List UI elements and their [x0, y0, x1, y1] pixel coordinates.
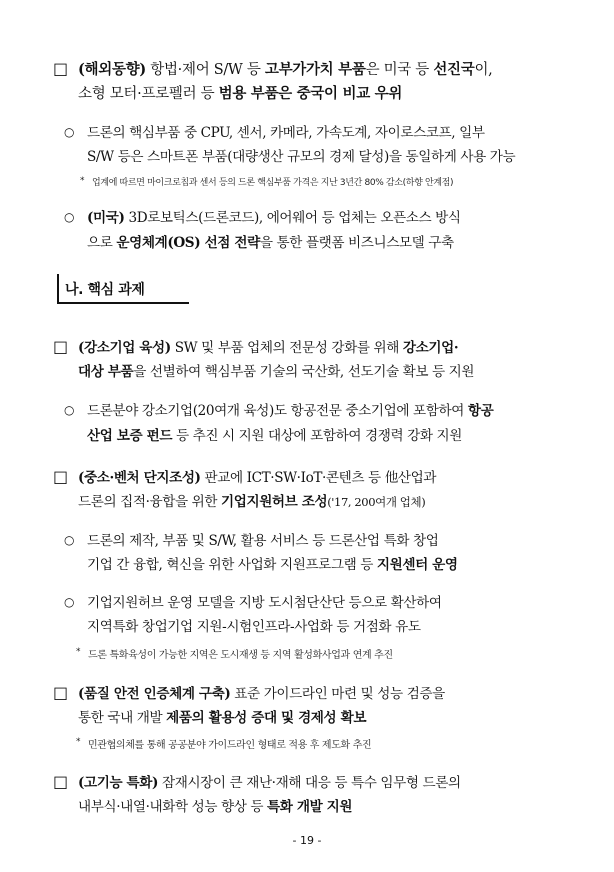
item-line: (중소·벤처 단지조성) 판교에 ICT·SW·IoT·콘텐츠 등 他산업과 — [78, 470, 437, 486]
note-line: 업계에 따르면 마이크로칩과 센서 등의 드론 핵심부품 가격은 지난 3년간 80% 감소(하향 안계점) — [92, 178, 454, 188]
item-line: 대상 부품을 선별하여 핵심부품 기술의 국산화, 선도기술 확보 등 지원 — [78, 364, 475, 380]
section-heading-bar — [57, 274, 59, 302]
item-line: (강소기업 육성) SW 및 부품 업체의 전문성 강화를 위해 강소기업· — [78, 340, 459, 356]
note-bullet: * — [80, 176, 85, 186]
circle-bullet: ○ — [64, 533, 75, 547]
item-line: (미국) 3D로보틱스(드론코드), 에어웨어 등 업체는 오픈소스 방식 — [87, 210, 461, 226]
item-line: 드론의 핵심부품 중 CPU, 센서, 카메라, 가속도계, 자이로스코프, 일부 — [87, 125, 485, 141]
item-line: 소형 모터·프로펠러 등 범용 부품은 중국이 비교 우위 — [78, 85, 403, 102]
item-line: (품질 안전 인증체계 구축) 표준 가이드라인 마련 및 성능 검증을 — [78, 686, 445, 702]
circle-bullet: ○ — [64, 595, 75, 609]
item-line: 드론의 제작, 부품 및 S/W, 활용 서비스 등 드론산업 특화 창업 — [87, 533, 439, 549]
square-bullet: □ — [53, 683, 69, 702]
item-line: 기업 간 융합, 혁신을 위한 사업화 지원프로그램 등 지원센터 운영 — [87, 557, 458, 573]
item-line: (고기능 특화) 잠재시장이 큰 재난·재해 대응 등 특수 임무형 드론의 — [78, 775, 461, 791]
item-line: 기업지원허브 운영 모델을 지방 도시첨단산단 등으로 확산하여 — [87, 595, 442, 611]
square-bullet: □ — [53, 467, 69, 486]
square-bullet: □ — [53, 772, 69, 791]
circle-bullet: ○ — [64, 210, 75, 224]
item-line: 드론분야 강소기업(20여개 육성)도 항공전문 중소기업에 포함하여 항공 — [87, 403, 494, 419]
square-bullet: □ — [53, 337, 69, 356]
circle-bullet: ○ — [64, 403, 75, 417]
section-heading — [57, 274, 189, 304]
item-line: 드론의 집적·융합을 위한 기업지원허브 조성('17, 200여개 업체) — [78, 494, 426, 510]
item-line: 통한 국내 개발 제품의 활용성 증대 및 경제성 확보 — [78, 710, 367, 726]
item-line: 으로 운영체계(OS) 선점 전략을 통한 플랫폼 비즈니스모델 구축 — [87, 235, 454, 251]
item-line: S/W 등은 스마트폰 부품(대량생산 규모의 경제 달성)을 동일하게 사용 가능 — [87, 149, 516, 165]
note-bullet: * — [76, 737, 81, 747]
note-line: 민관협의체를 통해 공공분야 가이드라인 형태로 적용 후 제도화 추진 — [88, 740, 372, 751]
item-line: 산업 보증 펀드 등 추진 시 지원 대상에 포함하여 경쟁력 강화 지원 — [87, 428, 462, 444]
note-line: 드론 특화육성이 가능한 지역은 도시재생 등 지역 활성화사업과 연계 추진 — [88, 650, 393, 661]
page-number: - 19 - — [292, 834, 322, 847]
note-bullet: * — [76, 647, 81, 657]
square-bullet: □ — [53, 59, 69, 78]
circle-bullet: ○ — [64, 125, 75, 139]
item-line: (해외동향) 항법·제어 S/W 등 고부가가치 부품은 미국 등 선진국이, — [78, 61, 493, 78]
item-line: 지역특화 창업기업 지원-시험인프라-사업화 등 거점화 유도 — [87, 619, 421, 635]
item-line: 내부식·내열·내화학 성능 향상 등 특화 개발 지원 — [78, 799, 353, 815]
section-title: 나. 핵심 과제 — [65, 282, 145, 298]
